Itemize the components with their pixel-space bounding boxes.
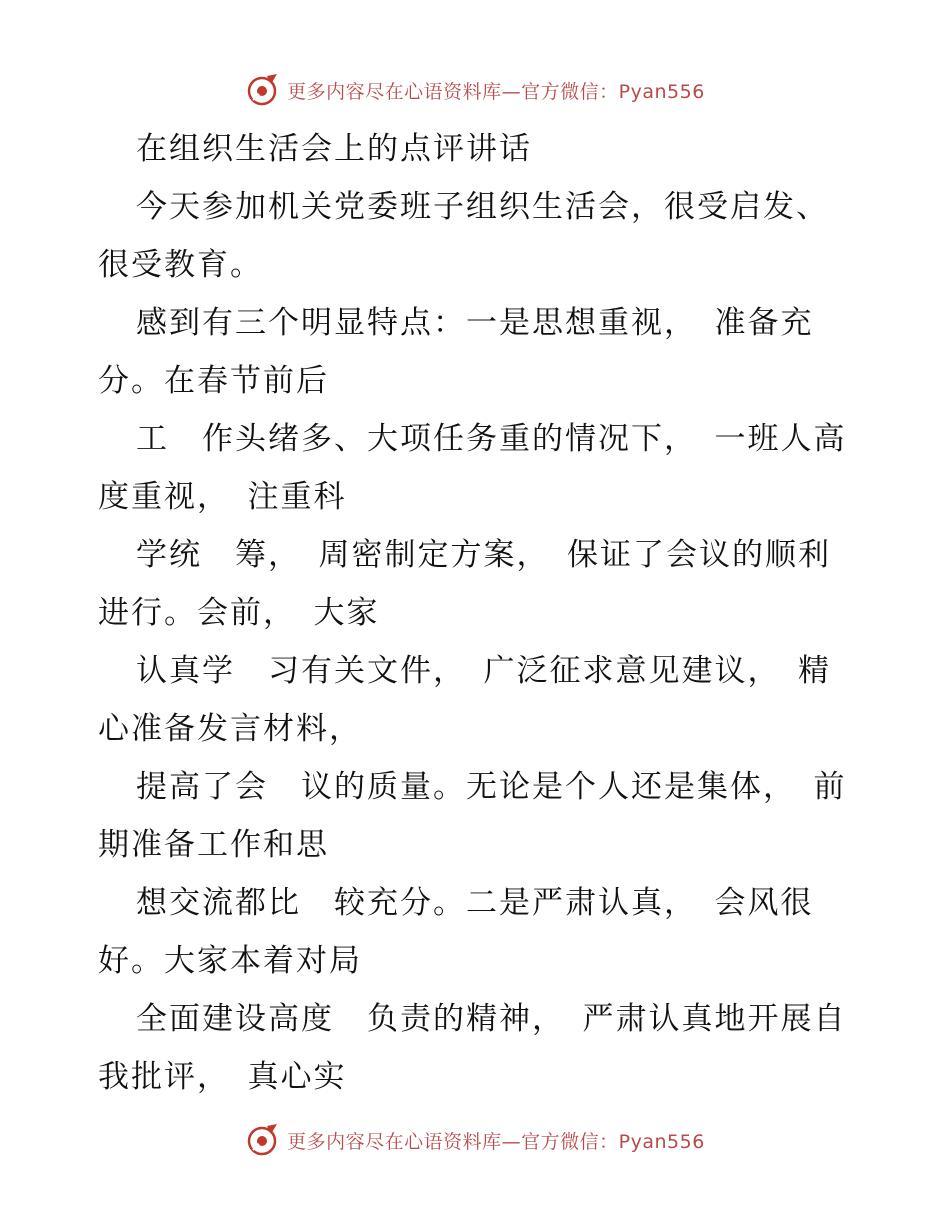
footer-banner-text: 更多内容尽在心语资料库—官方微信：Pyan556 (287, 1130, 705, 1153)
text-line: 工 作头绪多、大项任务重的情况下， 一班人高 (136, 421, 847, 457)
text-line: 分。在春节前后 (98, 363, 329, 399)
text-line: 今天参加机关党委班子组织生活会，很受启发、 (136, 189, 829, 225)
text-line: 好。大家本着对局 (98, 943, 362, 979)
text-line: 感到有三个明显特点：一是思想重视， 准备充 (136, 305, 814, 341)
footer-banner-inner (245, 1122, 705, 1158)
footer-banner (0, 1120, 950, 1160)
text-line: 认真学 习有关文件， 广泛征求意见建议， 精 (136, 653, 831, 689)
text-line: 想交流都比 较充分。二是严肃认真， 会风很 (136, 885, 814, 921)
text-line: 在组织生活会上的点评讲话 (136, 131, 532, 167)
text-line: 心准备发言材料， (98, 711, 362, 747)
text-line: 全面建设高度 负责的精神， 严肃认真地开展自 (136, 1001, 847, 1037)
pen-logo-icon (245, 1122, 281, 1158)
text-line: 期准备工作和思 (98, 827, 329, 863)
header-banner-inner (245, 72, 705, 108)
pen-logo-icon (245, 72, 281, 108)
text-line: 学统 筹， 周密制定方案， 保证了会议的顺利 (136, 537, 831, 573)
document-body (98, 120, 868, 1106)
text-line: 我批评， 真心实 (98, 1059, 347, 1095)
text-line: 度重视， 注重科 (98, 479, 347, 515)
header-banner-text: 更多内容尽在心语资料库—官方微信：Pyan556 (287, 80, 705, 103)
text-line: 进行。会前， 大家 (98, 595, 380, 631)
text-line: 很受教育。 (98, 247, 263, 283)
text-line: 提高了会 议的质量。无论是个人还是集体， 前 (136, 769, 847, 805)
header-banner (0, 70, 950, 110)
